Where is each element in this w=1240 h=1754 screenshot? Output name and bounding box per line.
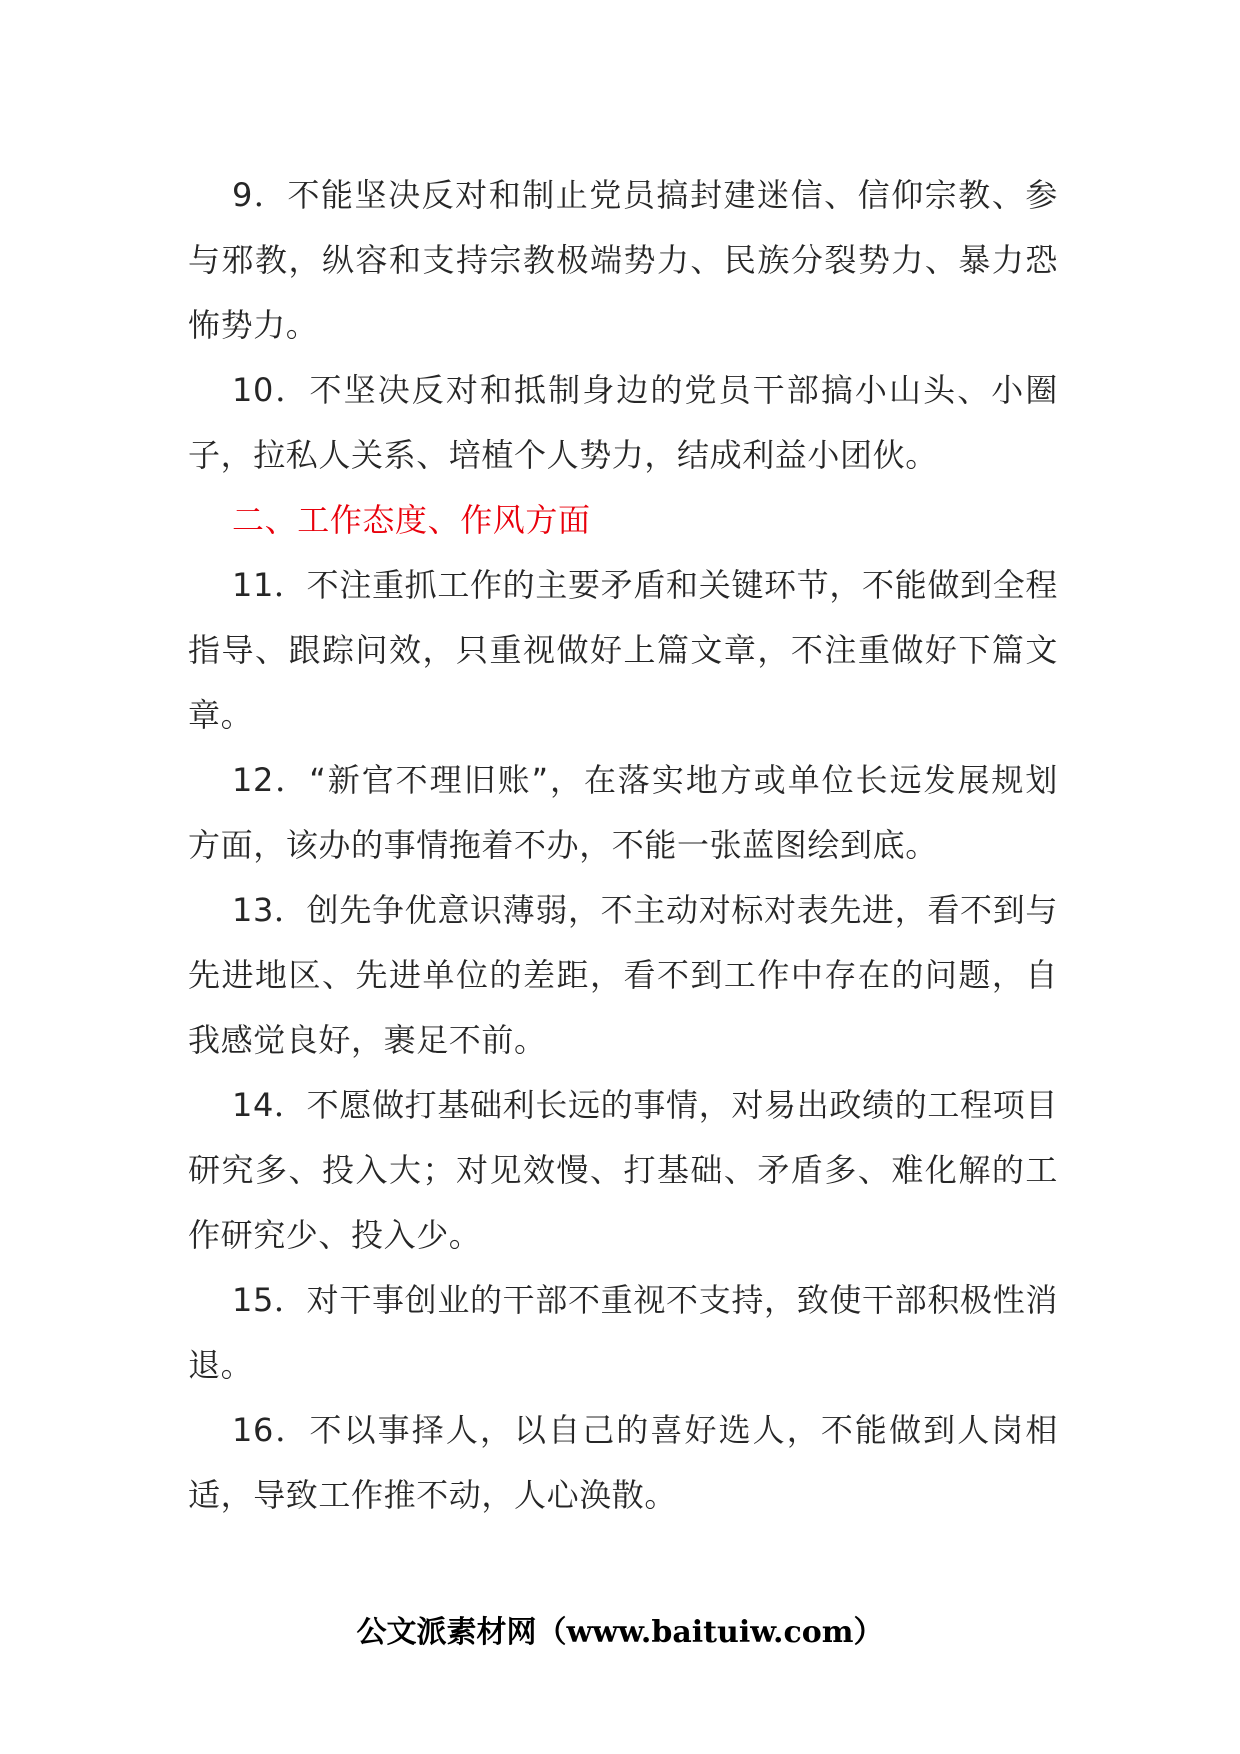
paragraph-item-13: 13．创先争优意识薄弱，不主动对标对表先进，看不到与先进地区、先进单位的差距，看不到工作中存在的问题，自我感觉良好，裹足不前。 xyxy=(188,891,1058,1059)
paragraph-item-15: 15．对干事创业的干部不重视不支持，致使干部积极性消退。 xyxy=(188,1281,1058,1384)
paragraph-item-16: 16．不以事择人，以自己的喜好选人，不能做到人岗相适，导致工作推不动，人心涣散。 xyxy=(188,1411,1058,1514)
paragraph-item-14: 14．不愿做打基础利长远的事情，对易出政绩的工程项目研究多、投入大；对见效慢、打基础、矛盾多、难化解的工作研究少、投入少。 xyxy=(188,1086,1058,1254)
paragraph-item-11: 11．不注重抓工作的主要矛盾和关键环节，不能做到全程指导、跟踪问效，只重视做好上篇文章，不注重做好下篇文章。 xyxy=(188,566,1058,734)
paragraph-item-9: 9．不能坚决反对和制止党员搞封建迷信、信仰宗教、参与邪教，纵容和支持宗教极端势力、民族分裂势力、暴力恐怖势力。 xyxy=(188,176,1058,344)
paragraph-item-12: 12．“新官不理旧账”，在落实地方或单位长远发展规划方面，该办的事情拖着不办，不能一张蓝图绘到底。 xyxy=(188,761,1058,864)
document-body xyxy=(188,163,1058,1528)
page-footer-watermark: 公文派素材网（www.baituiw.com） xyxy=(356,1615,884,1650)
section-heading: 二、工作态度、作风方面 xyxy=(232,501,591,539)
paragraph-item-10: 10．不坚决反对和抵制身边的党员干部搞小山头、小圈子，拉私人关系、培植个人势力，结成利益小团伙。 xyxy=(188,371,1058,474)
